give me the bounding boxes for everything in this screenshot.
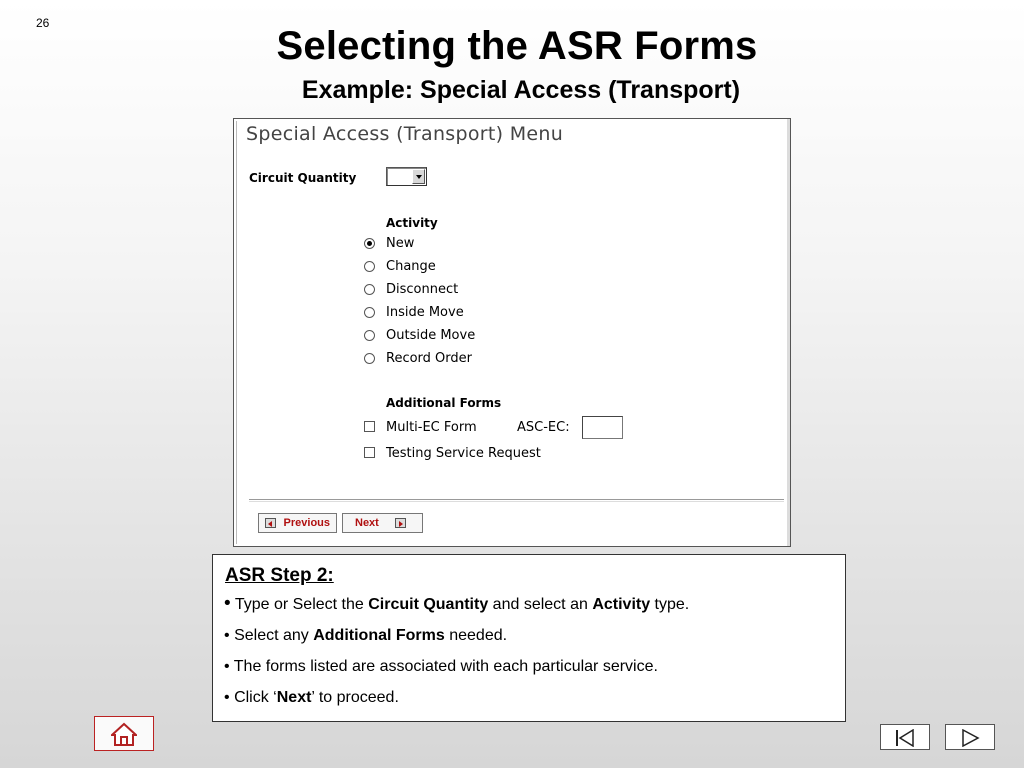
arrow-left-icon bbox=[265, 518, 276, 528]
radio-outside-move[interactable] bbox=[364, 330, 375, 341]
checkbox-label-testing-service-request: Testing Service Request bbox=[386, 446, 541, 461]
step-instructions-box bbox=[212, 554, 846, 722]
step-heading: ASR Step 2: bbox=[225, 565, 334, 586]
radio-label-change: Change bbox=[386, 259, 436, 274]
home-button[interactable] bbox=[94, 716, 154, 751]
step-text: Type or Select the bbox=[234, 596, 369, 613]
special-access-menu-panel bbox=[233, 118, 791, 547]
step-line-1 bbox=[224, 593, 689, 615]
step-text: Click ‘ bbox=[234, 689, 277, 706]
radio-new[interactable] bbox=[364, 238, 375, 249]
step-text: Select any bbox=[234, 627, 314, 644]
play-forward-icon bbox=[960, 729, 980, 747]
slide-title: Selecting the ASR Forms bbox=[276, 24, 758, 68]
slide-subtitle: Example: Special Access (Transport) bbox=[301, 76, 741, 104]
next-button-label: Next bbox=[355, 517, 379, 529]
circuit-quantity-label: Circuit Quantity bbox=[249, 171, 357, 185]
radio-disconnect[interactable] bbox=[364, 284, 375, 295]
home-icon bbox=[111, 722, 137, 747]
bullet: • bbox=[224, 689, 230, 706]
arrow-right-icon bbox=[395, 518, 406, 528]
step-text: type. bbox=[650, 596, 690, 613]
circuit-quantity-select[interactable] bbox=[386, 167, 427, 186]
step-emphasis: Additional Forms bbox=[313, 627, 445, 644]
step-emphasis: Circuit Quantity bbox=[368, 596, 489, 613]
radio-inside-move[interactable] bbox=[364, 307, 375, 318]
previous-button[interactable] bbox=[258, 513, 337, 533]
checkbox-testing-service-request[interactable] bbox=[364, 447, 375, 458]
asc-ec-input[interactable] bbox=[582, 416, 623, 439]
next-button[interactable] bbox=[342, 513, 423, 533]
step-text: and select an bbox=[488, 596, 593, 613]
radio-label-inside-move: Inside Move bbox=[386, 305, 464, 320]
previous-button-label: Previous bbox=[283, 517, 330, 529]
activity-heading: Activity bbox=[386, 216, 438, 230]
step-line-4 bbox=[224, 689, 399, 707]
bullet: • bbox=[224, 658, 230, 675]
radio-record-order[interactable] bbox=[364, 353, 375, 364]
asc-ec-label: ASC-EC: bbox=[517, 420, 570, 435]
step-emphasis: Next bbox=[276, 689, 312, 706]
slide-number: 26 bbox=[36, 16, 50, 30]
step-line-2 bbox=[224, 627, 507, 645]
step-line-3 bbox=[224, 658, 658, 676]
bullet: • bbox=[224, 627, 230, 644]
checkbox-multi-ec-form[interactable] bbox=[364, 421, 375, 432]
next-slide-button[interactable] bbox=[945, 724, 995, 750]
chevron-down-icon[interactable] bbox=[412, 169, 425, 184]
step-text: needed. bbox=[444, 627, 508, 644]
step-emphasis: Activity bbox=[592, 596, 651, 613]
radio-label-record-order: Record Order bbox=[386, 351, 472, 366]
step-text: The forms listed are associated with each particular service. bbox=[233, 658, 658, 675]
panel-divider bbox=[236, 121, 237, 544]
radio-label-outside-move: Outside Move bbox=[386, 328, 476, 343]
additional-forms-heading: Additional Forms bbox=[386, 396, 502, 410]
checkbox-label-multi-ec-form: Multi-EC Form bbox=[386, 420, 477, 435]
radio-label-disconnect: Disconnect bbox=[386, 282, 459, 297]
form-divider bbox=[249, 499, 784, 502]
menu-title: Special Access (Transport) Menu bbox=[246, 123, 564, 145]
skip-back-icon bbox=[895, 729, 915, 747]
radio-change[interactable] bbox=[364, 261, 375, 272]
step-text: ’ to proceed. bbox=[311, 689, 399, 706]
first-slide-button[interactable] bbox=[880, 724, 930, 750]
radio-label-new: New bbox=[386, 236, 415, 251]
bullet: • bbox=[224, 593, 231, 614]
